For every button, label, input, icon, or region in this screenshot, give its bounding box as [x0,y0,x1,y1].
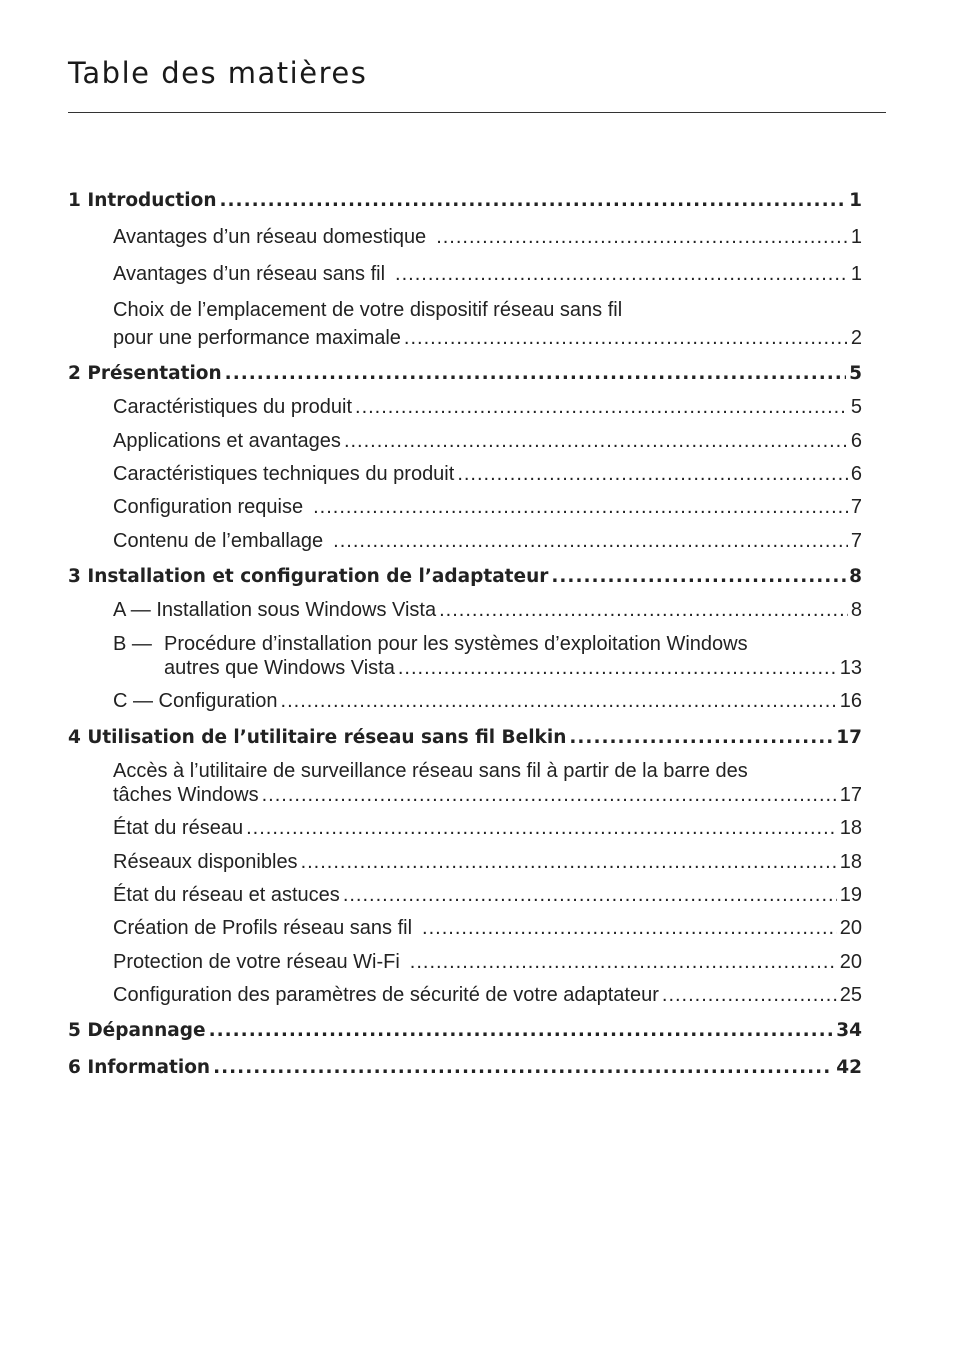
toc-entry-caracteristiques-produit[interactable] [113,396,862,419]
toc-section-information[interactable] [68,1057,862,1078]
toc-page-number: 6 [850,430,862,452]
toc-entry-procedure-installation[interactable] [164,657,862,680]
toc-entry-label: Réseaux disponibles [113,851,298,873]
toc-entry-caracteristiques-techniques[interactable] [113,463,862,486]
toc-page-number: 18 [839,817,862,839]
toc-entry-label: Protection de votre réseau Wi-Fi [113,951,400,973]
toc-entry-label: 2 Présentation [68,363,222,384]
toc-entry-label: 1 Introduction [68,190,217,211]
toc-page-number: 7 [850,496,862,518]
toc-entry-choix-emplacement[interactable] [113,327,862,350]
toc-page-number: 17 [836,727,862,748]
toc-entry-configuration-requise[interactable] [113,496,862,519]
toc-entry-label: Configuration requise [113,496,304,518]
toc-entry-avantages-reseau-sans-fil[interactable] [113,263,862,286]
toc-section-utilitaire[interactable] [68,727,862,748]
toc-entry-choix-emplacement-line1[interactable]: Choix de l’emplacement de votre dispositif réseau sans fil [113,299,623,321]
dot-leader [662,984,837,1007]
toc-entry-contenu-emballage[interactable] [113,530,862,553]
toc-page-number: 8 [849,566,862,587]
dot-leader [410,951,837,974]
toc-entry-prefix: B — [113,633,152,655]
toc-entry-label: Caractéristiques techniques du produit [113,463,455,485]
toc-entry-label: Avantages d’un réseau sans fil [113,263,386,285]
toc-entry-label: tâches Windows [113,784,259,806]
dot-leader [225,363,846,384]
dot-leader [333,530,848,553]
dot-leader [439,599,848,622]
dot-leader [551,566,846,587]
toc-page-number: 5 [849,363,862,384]
toc-page-number: 1 [850,226,862,248]
dot-leader [457,463,848,486]
toc-entry-applications-avantages[interactable] [113,430,862,453]
toc-entry-etat-reseau[interactable] [113,817,862,840]
dot-leader [213,1057,833,1078]
dot-leader [395,263,848,286]
toc-page-number: 5 [850,396,862,418]
toc-section-depannage[interactable] [68,1020,862,1041]
toc-entry-protection-wifi[interactable] [113,951,862,974]
toc-page-number: 16 [839,690,862,712]
toc-entry-label: 3 Installation et configuration de l’adaptateur [68,566,549,587]
toc-entry-avantages-reseau-domestique[interactable] [113,226,862,249]
toc-entry-label: État du réseau [113,817,244,839]
toc-entry-label: C — Configuration [113,690,278,712]
toc-entry-acces-utilitaire-line1[interactable]: Accès à l’utilitaire de surveillance réseau sans fil à partir de la barre des [113,760,748,782]
dot-leader [569,727,833,748]
toc-entry-installation-vista[interactable] [113,599,862,622]
dot-leader [355,396,848,419]
toc-entry-etat-reseau-astuces[interactable] [113,884,862,907]
toc-page-number: 8 [850,599,862,621]
dot-leader [398,657,837,680]
toc-entry-acces-utilitaire[interactable] [113,784,862,807]
toc-entry-label: État du réseau et astuces [113,884,340,906]
toc-entry-reseaux-disponibles[interactable] [113,851,862,874]
toc-page-number: 18 [839,851,862,873]
dot-leader [301,851,837,874]
toc-entry-creation-profils[interactable] [113,917,862,940]
toc-entry-parametres-securite[interactable] [113,984,862,1007]
title-divider [68,112,886,113]
toc-entry-label: autres que Windows Vista [164,657,395,679]
toc-entry-label: A — Installation sous Windows Vista [113,599,437,621]
toc-entry-label: Avantages d’un réseau domestique [113,226,427,248]
toc-entry-configuration[interactable] [113,690,862,713]
toc-entry-label: Contenu de l’emballage [113,530,324,552]
toc-page-number: 25 [839,984,862,1006]
toc-section-installation[interactable] [68,566,862,587]
toc-entry-label: 5 Dépannage [68,1020,206,1041]
toc-entry-label: Applications et avantages [113,430,341,452]
toc-entry-label: pour une performance maximale [113,327,401,349]
dot-leader [209,1020,834,1041]
toc-section-presentation[interactable] [68,363,862,384]
dot-leader [343,884,837,907]
toc-entry-label: 6 Information [68,1057,211,1078]
dot-leader [422,917,837,940]
toc-page-number: 19 [839,884,862,906]
toc-page-number: 17 [839,784,862,806]
toc-section-introduction[interactable] [68,190,862,211]
dot-leader [246,817,837,840]
toc-page-number: 1 [850,263,862,285]
toc-page-number: 1 [849,190,862,211]
toc-page-number: 20 [839,917,862,939]
toc-entry-procedure-installation-line1[interactable]: Procédure d’installation pour les systèmes d’exploitation Windows [164,633,748,655]
page-title: Table des matières [68,56,368,90]
dot-leader [313,496,848,519]
toc-entry-label: Caractéristiques du produit [113,396,353,418]
toc-entry-label: Configuration des paramètres de sécurité de votre adaptateur [113,984,659,1006]
dot-leader [281,690,837,713]
dot-leader [436,226,848,249]
dot-leader [220,190,847,211]
dot-leader [262,784,837,807]
toc-page-number: 2 [850,327,862,349]
dot-leader [344,430,848,453]
toc-entry-label: Création de Profils réseau sans fil [113,917,413,939]
toc-page-number: 13 [839,657,862,679]
toc-page-number: 20 [839,951,862,973]
dot-leader [404,327,848,350]
toc-entry-label: 4 Utilisation de l’utilitaire réseau sans fil Belkin [68,727,567,748]
toc-page-number: 34 [836,1020,862,1041]
toc-page-number: 6 [850,463,862,485]
toc-page-number: 42 [836,1057,862,1078]
toc-page-number: 7 [850,530,862,552]
